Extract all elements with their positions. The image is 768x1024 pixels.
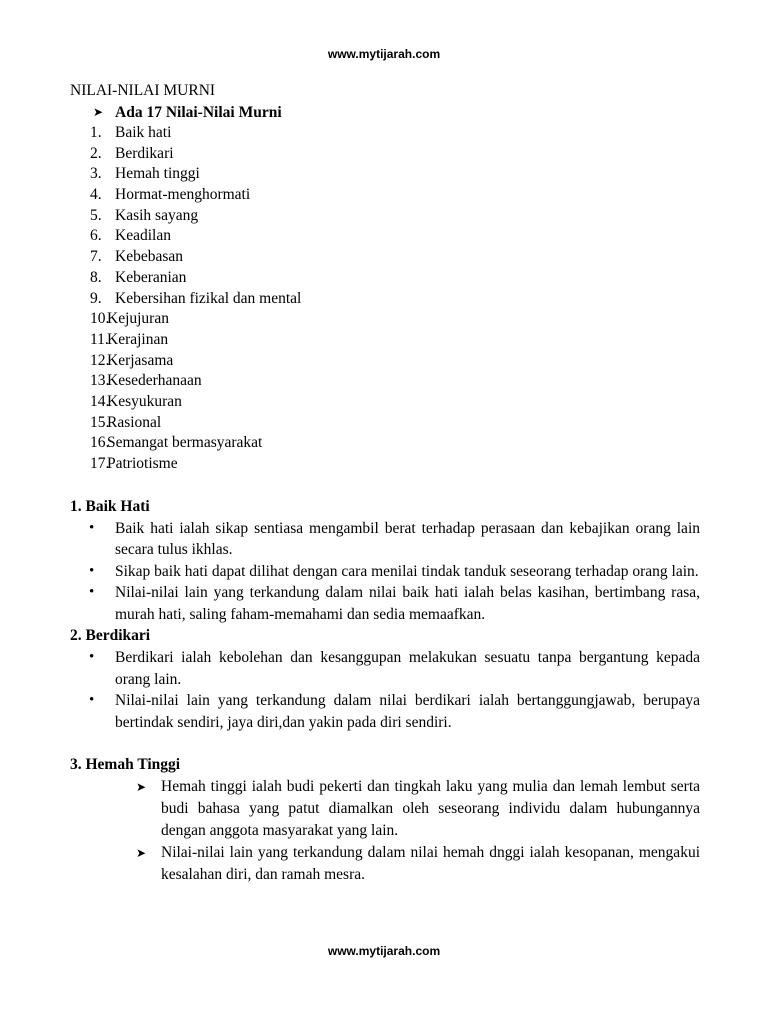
item-label: Keadilan [115, 227, 171, 245]
section-points-berdikari [70, 647, 700, 733]
section-heading-hemah-tinggi: 3. Hemah Tinggi [70, 756, 181, 774]
page-title: NILAI-NILAI MURNI [70, 82, 216, 99]
arrow-bullet-icon: ➤ [93, 105, 104, 119]
bullet-point: • Berdikari ialah kebolehan dan kesanggupan melakukan sesuatu tanpa bergantung kepada orang lain. [89, 649, 700, 688]
section-heading-berdikari: 2. Berdikari [70, 627, 151, 645]
item-number: 4. [90, 186, 102, 204]
list-item [70, 351, 700, 372]
item-label: Kerjasama [107, 351, 174, 369]
section-points-hemah-tinggi [70, 776, 700, 886]
item-label: Semangat bermasyarakat [107, 434, 263, 452]
list-item [70, 309, 700, 330]
item-number: 14. [90, 392, 110, 410]
list-item [70, 289, 700, 310]
list-item [70, 123, 700, 144]
arrow-bullet-icon: ➤ [136, 780, 147, 795]
item-label: Kesyukuran [107, 392, 182, 410]
item-label: Kejujuran [107, 310, 169, 328]
bullet-dot-icon: • [89, 649, 95, 666]
values-list [70, 123, 700, 475]
item-label: Hormat-menghormati [115, 186, 251, 204]
item-label: Kerajinan [107, 330, 169, 348]
list-item [70, 144, 700, 165]
item-number: 12. [90, 351, 110, 369]
item-number: 13. [90, 372, 110, 390]
item-label: Kesederhanaan [107, 372, 202, 390]
intro-line [70, 102, 700, 123]
list-item [70, 371, 700, 392]
bullet-dot-icon: • [89, 562, 95, 579]
item-label: Rasional [107, 413, 162, 431]
bullet-point: • Nilai-nilai lain yang terkandung dalam nilai berdikari ialah bertanggungjawab, berupaya bertindak sendiri, jaya diri,dan yakin pada diri sendiri. [89, 692, 700, 731]
item-label: Patriotisme [107, 455, 178, 472]
bullet-point: ➤ Nilai-nilai lain yang terkandung dalam nilai hemah dnggi ialah kesopanan, mengakui kesalahan diri, dan ramah mesra. [136, 844, 700, 884]
list-item [70, 185, 700, 206]
list-item [70, 330, 700, 351]
item-number: 16. [90, 434, 110, 452]
bullet-dot-icon: • [89, 692, 95, 709]
bullet-point: • Nilai-nilai lain yang terkandung dalam nilai baik hati ialah belas kasihan, bertimbang rasa, murah hati, saling faham-memahami dan sedia memaafkan. [89, 584, 700, 623]
section-heading-baik-hati: 1. Baik Hati [70, 497, 150, 515]
item-number: 8. [90, 268, 102, 286]
bullet-point: • Sikap baik hati dapat dilihat dengan cara menilai tindak tanduk seseorang terhadap orang lain. [70, 561, 700, 583]
list-item [70, 164, 700, 185]
list-item [70, 433, 700, 454]
item-number: 10. [90, 310, 110, 328]
list-item [70, 247, 700, 268]
list-item [70, 268, 700, 289]
item-label: Hemah tinggi [115, 165, 200, 183]
item-number: 17. [90, 455, 110, 472]
item-number: 7. [90, 248, 102, 266]
item-number: 1. [90, 124, 102, 141]
intro-text: Ada 17 Nilai-Nilai Murni [115, 104, 282, 121]
list-item [70, 454, 700, 475]
list-item [70, 226, 700, 247]
item-number: 15. [90, 413, 110, 431]
list-item [70, 206, 700, 227]
list-item [70, 413, 700, 434]
bullet-dot-icon: • [89, 584, 95, 601]
arrow-bullet-icon: ➤ [136, 846, 147, 861]
item-label: Kebersihan fizikal dan mental [115, 289, 302, 307]
section-points-baik-hati [70, 518, 700, 626]
item-label: Kebebasan [115, 248, 183, 266]
item-label: Baik hati [115, 124, 172, 141]
bullet-point: • Baik hati ialah sikap sentiasa mengambil berat terhadap perasaan dan kebajikan orang lain secara tulus ikhlas. [89, 519, 700, 559]
document-body [70, 80, 700, 886]
item-number: 6. [90, 227, 102, 245]
header-site-url: www.mytijarah.com [327, 47, 441, 61]
item-label: Kasih sayang [115, 206, 199, 224]
item-label: Berdikari [115, 144, 174, 162]
bullet-point: ➤ Hemah tinggi ialah budi pekerti dan tingkah laku yang mulia dan lemah lembut serta budi bahasa yang patut diamalkan oleh seseorang individu dalam hubungannya dengan anggota masyarakat yang lain. [136, 778, 700, 840]
item-label: Keberanian [115, 268, 187, 286]
bullet-dot-icon: • [89, 519, 95, 536]
item-number: 3. [90, 165, 102, 183]
item-number: 9. [90, 289, 102, 307]
list-item [70, 392, 700, 413]
item-number: 5. [90, 206, 102, 224]
footer-site-url: www.mytijarah.com [327, 944, 441, 958]
item-number: 11. [90, 330, 109, 348]
item-number: 2. [90, 144, 102, 162]
